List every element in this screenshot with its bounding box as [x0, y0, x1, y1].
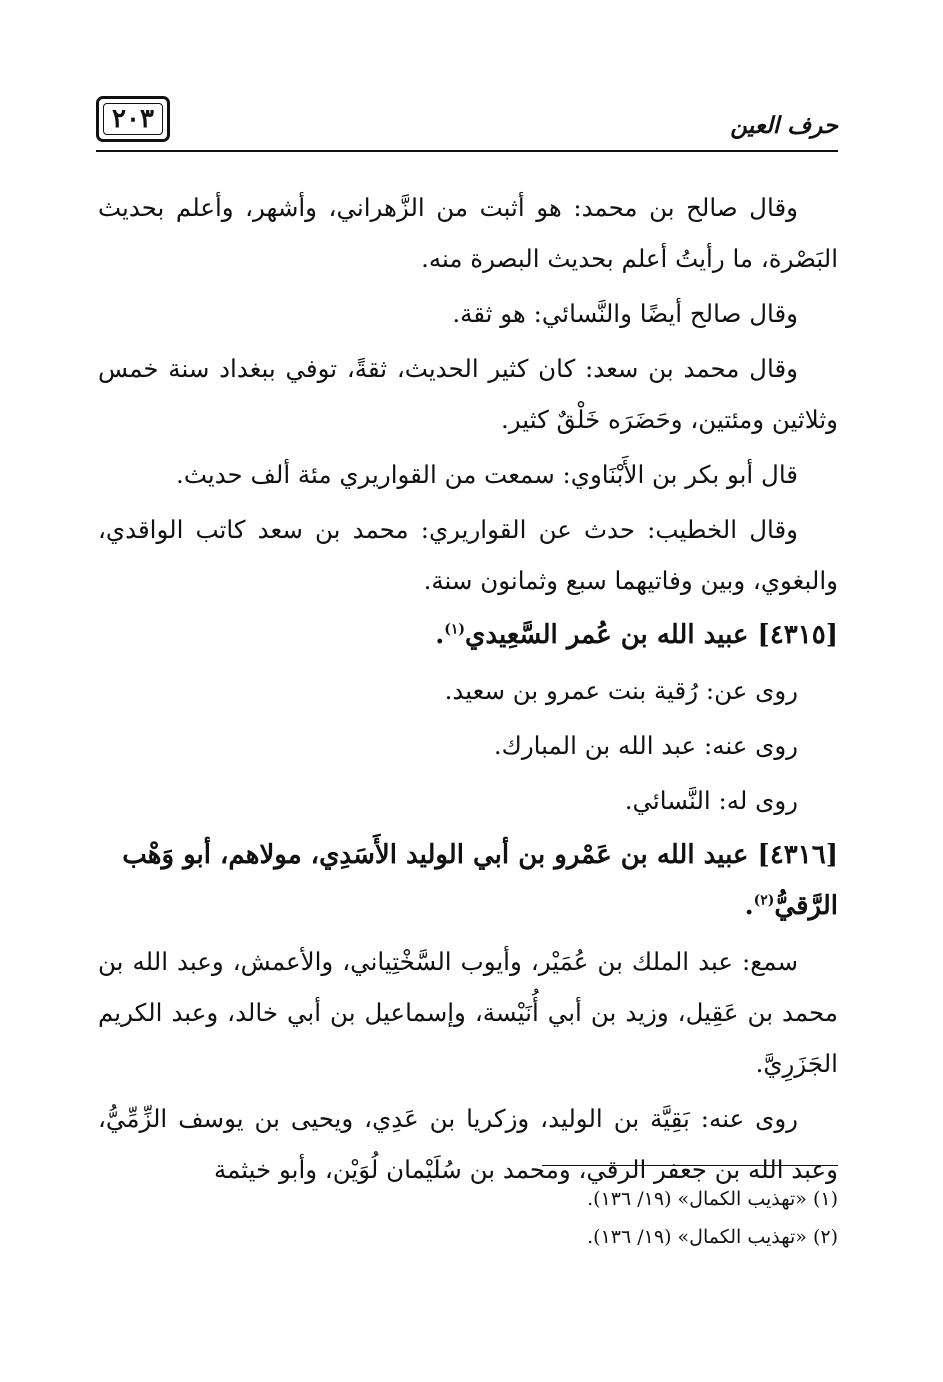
entry-heading-4315	[98, 610, 838, 661]
footnotes	[98, 1180, 838, 1256]
paragraph: وقال صالح أيضًا والنَّسائي: هو ثقة.	[452, 299, 798, 328]
footnote-1: (١) «تهذيب الكمال» (١٩/ ١٣٦).	[587, 1188, 838, 1210]
narration-line: روى عنه: عبد الله بن المبارك.	[493, 731, 798, 760]
running-title: حرف العين	[730, 112, 838, 139]
narration-line: روى عن: رُقية بنت عمرو بن سعيد.	[444, 676, 798, 705]
footnote-ref: (٢)	[753, 892, 775, 909]
entry-number: [٤٣١٥]	[757, 620, 838, 650]
entry-name: عبيد الله بن عَمْرو بن أبي الوليد الأَسَدِي، مولاهم، أبو وَهْب الرَّقيُّ	[122, 840, 838, 921]
page-number: ٢٠٣	[96, 96, 170, 142]
footnote-rule	[542, 1165, 838, 1166]
entry-name: عبيد الله بن عُمر السَّعِيدي	[465, 620, 749, 650]
entry-number: [٤٣١٦]	[757, 840, 838, 870]
paragraph: وقال محمد بن سعد: كان كثير الحديث، ثقةً، توفي ببغداد سنة خمس وثلاثين ومئتين، وحَضَرَه خَلْقٌ كثير.	[98, 354, 838, 434]
header-rule	[96, 150, 838, 152]
paragraph: وقال الخطيب: حدث عن القواريري: محمد بن سعد كاتب الواقدي، والبغوي، وبين وفاتيهما سبع وثمانون سنة.	[98, 515, 838, 595]
narration-line: روى له: النَّسائي.	[624, 786, 798, 815]
paragraph: روى عنه: بَقِيَّة بن الوليد، وزكريا بن عَدِي، ويحيى بن يوسف الزِّمِّيُّ، وعبد الله بن جعفر الرقي، ومحمد بن سُلَيْمان لُوَيْن، وأبو خيثمة	[98, 1104, 838, 1184]
entry-heading-4316	[98, 830, 838, 932]
entry-end: .	[744, 891, 754, 921]
entry-end: .	[435, 620, 445, 650]
paragraph: قال أبو بكر بن الأَبْنَاوي: سمعت من القواريري مئة ألف حديث.	[176, 460, 798, 489]
paragraph: وقال صالح بن محمد: هو أثبت من الزَّهراني، وأشهر، وأعلم بحديث البَصْرة، ما رأيتُ أعلم بحديث البصرة منه.	[98, 193, 838, 273]
paragraph: سمع: عبد الملك بن عُمَيْر، وأيوب السَّخْتِياني، والأعمش، وعبد الله بن محمد بن عَقِيل، وزيد بن أبي أُنَيْسة، وإسماعيل بن أبي خالد، وعبد الكريم الجَزَرِيَّ.	[98, 947, 838, 1078]
page-header	[96, 90, 838, 152]
footnote-ref: (١)	[444, 621, 466, 638]
page-body	[98, 182, 838, 1199]
footnote-2: (٢) «تهذيب الكمال» (١٩/ ١٣٦).	[587, 1226, 838, 1248]
